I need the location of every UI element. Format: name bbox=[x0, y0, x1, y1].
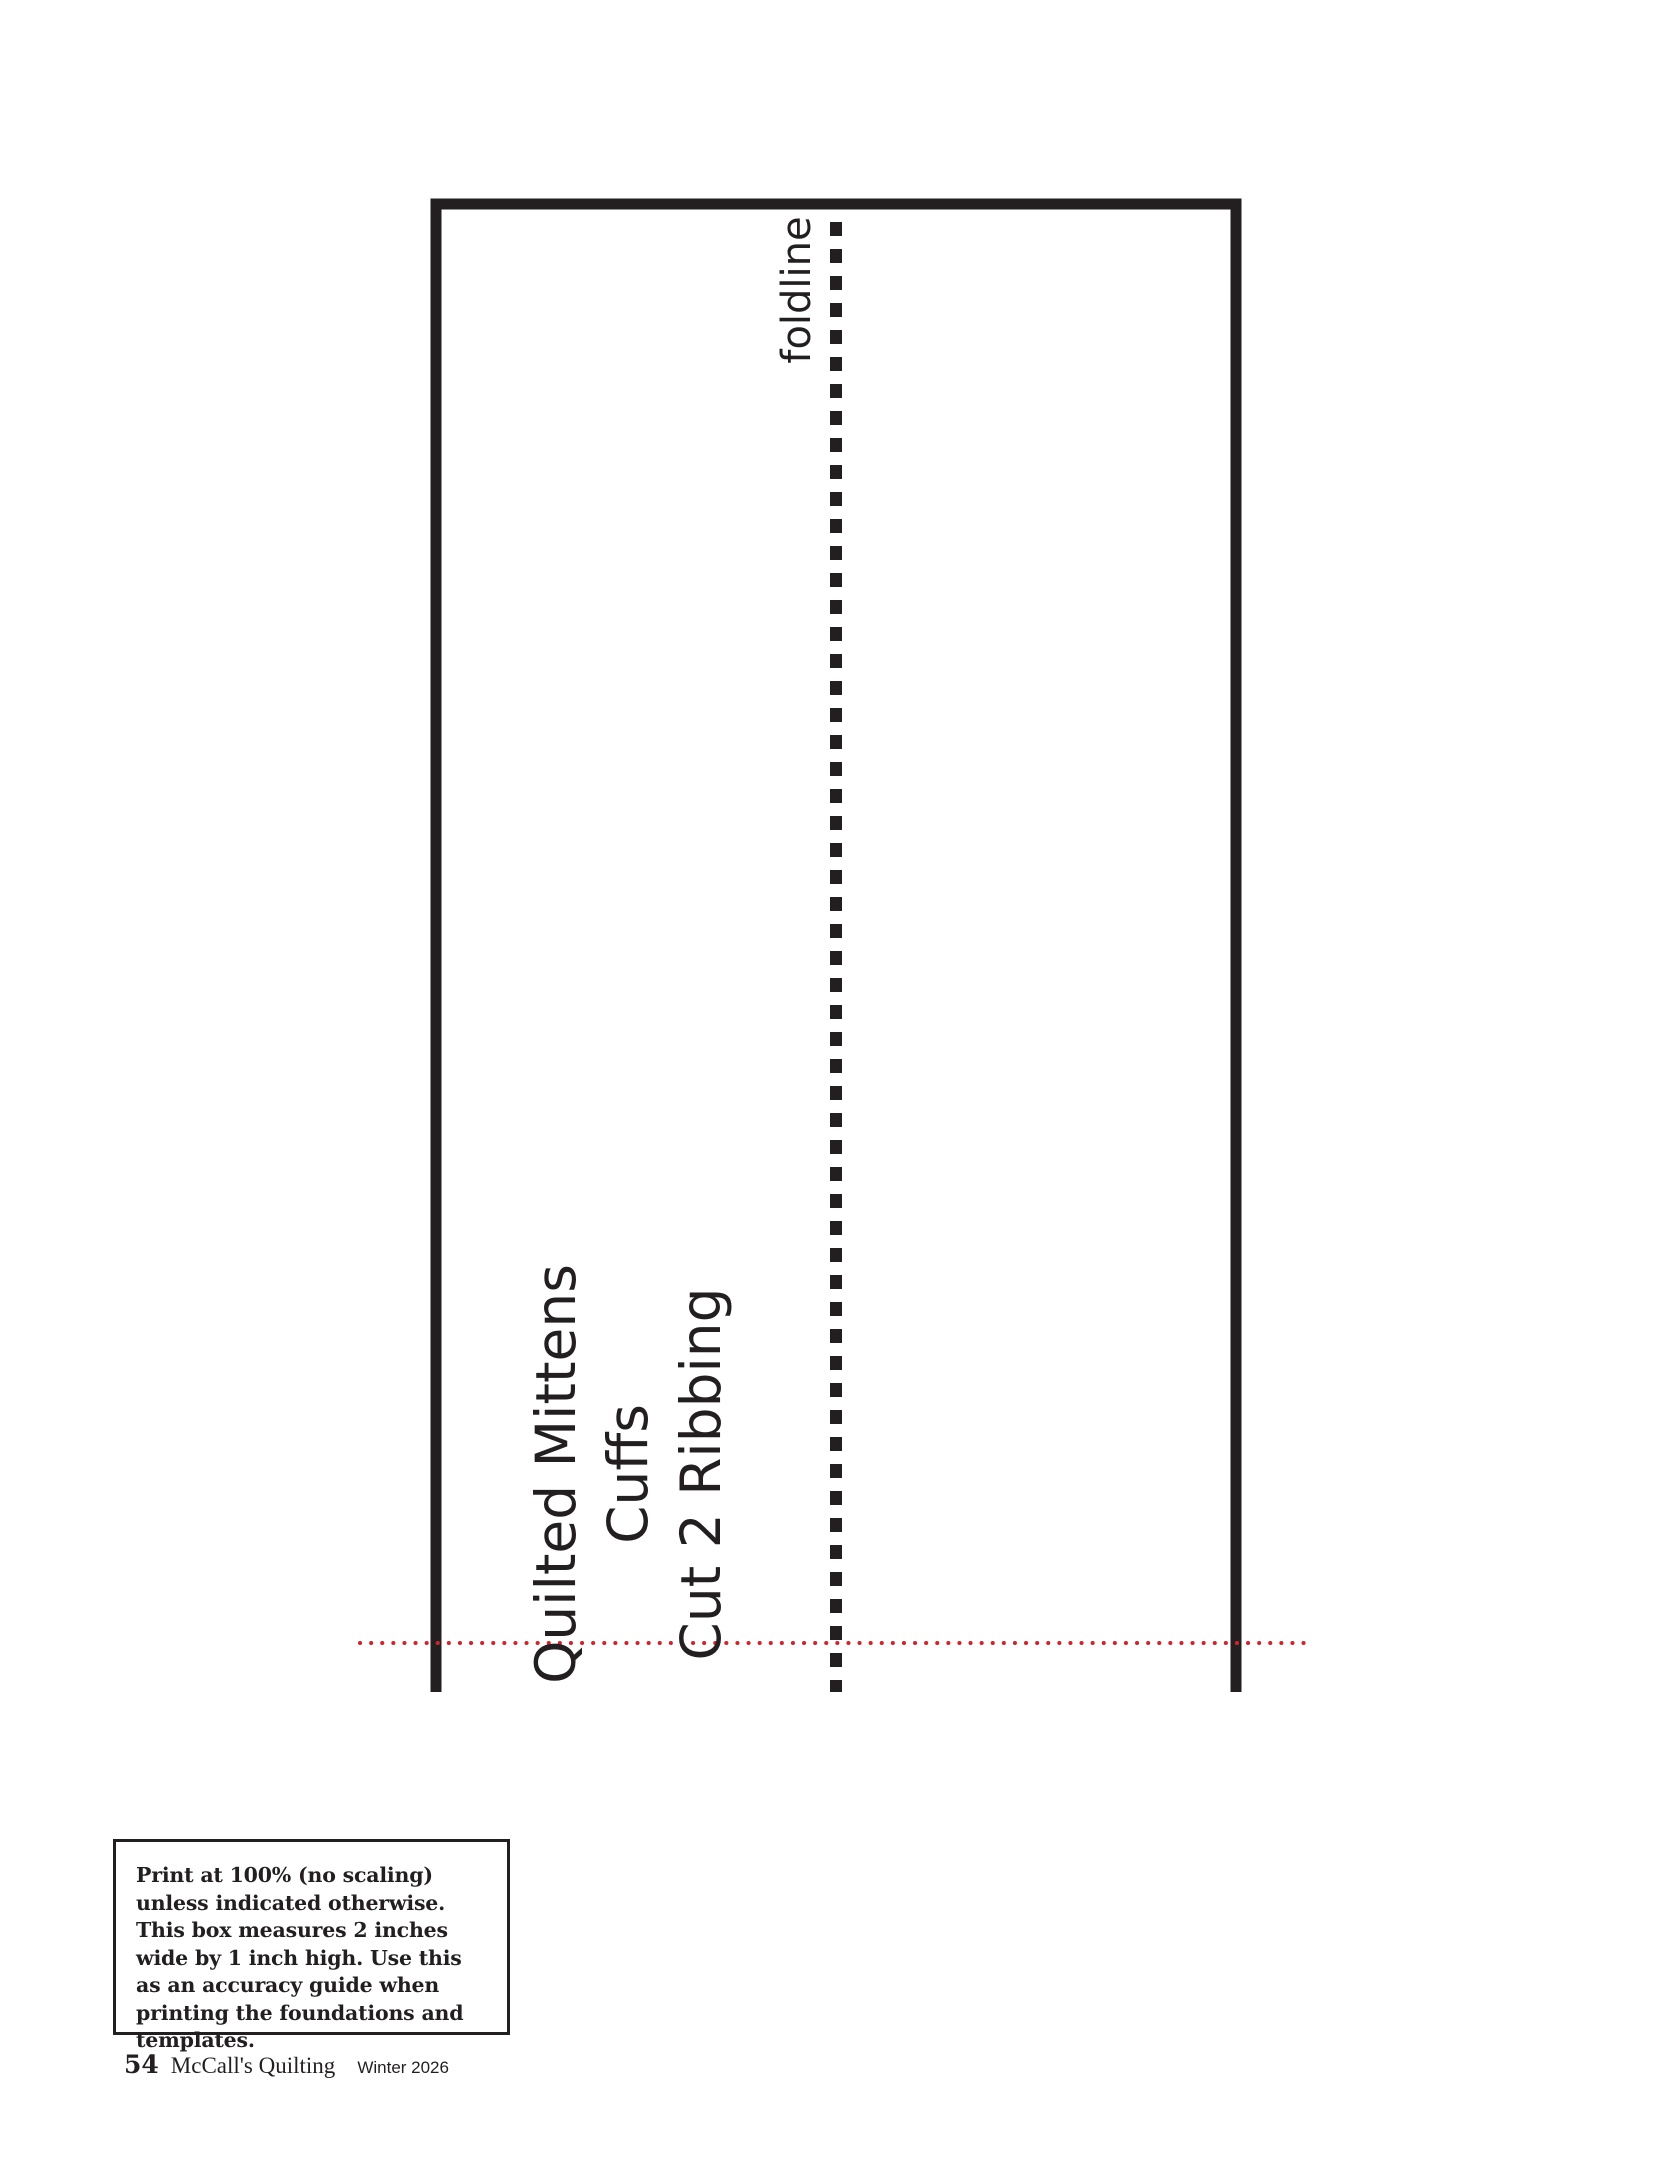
template-title-line-2: Cuffs bbox=[596, 1404, 660, 1544]
foldline-label: foldline bbox=[774, 216, 820, 364]
template-title-line-1: Quilted Mittens bbox=[524, 1264, 588, 1684]
print-note-text: Print at 100% (no scaling) unless indicated otherwise. This box measures 2 inches wide by 1 inch high. Use this as an accuracy guide when printing the foundations and templates. bbox=[136, 1863, 464, 2052]
print-accuracy-box bbox=[113, 1839, 510, 2052]
page-footer bbox=[124, 2050, 449, 2090]
template-title-line-3: Cut 2 Ribbing bbox=[669, 1287, 733, 1661]
page-number: 54 bbox=[124, 2050, 159, 2079]
magazine-title: McCall's Quilting bbox=[170, 2053, 336, 2078]
issue-label: Winter 2026 bbox=[357, 2058, 449, 2077]
